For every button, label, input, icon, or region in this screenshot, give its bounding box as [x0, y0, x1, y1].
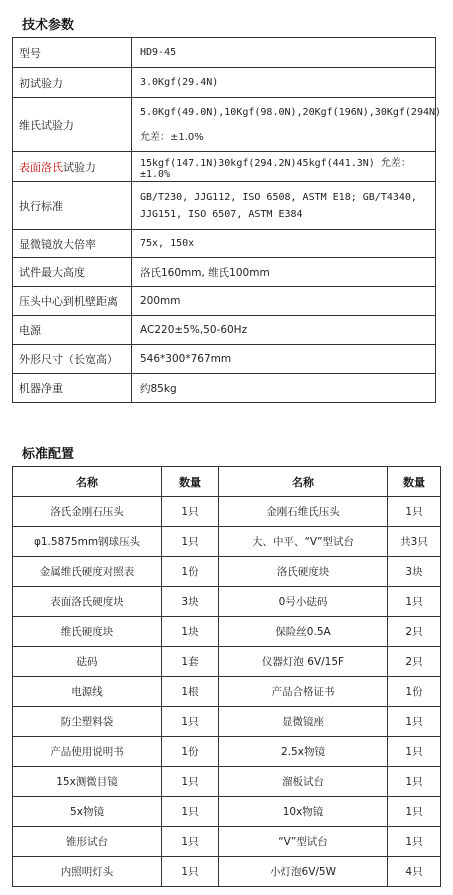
- config-item-name: 防尘塑料袋: [13, 707, 162, 737]
- config-item-qty: 1只: [162, 857, 219, 887]
- table-row: [13, 557, 441, 587]
- spec-row: [13, 345, 436, 374]
- config-item-qty: 1只: [388, 797, 441, 827]
- spec-row: [13, 182, 436, 230]
- spec-row: [13, 287, 436, 316]
- spec-key: 试件最大高度: [13, 258, 132, 287]
- config-item-qty: 1份: [162, 737, 219, 767]
- config-item-name: 金刚石维氏压头: [219, 497, 388, 527]
- spec-key: 型号: [13, 38, 132, 68]
- config-item-name: 溜板试台: [219, 767, 388, 797]
- config-item-name: 0号小砝码: [219, 587, 388, 617]
- spec-key-highlight: 表面洛氏: [19, 160, 63, 174]
- table-row: [13, 527, 441, 557]
- config-item-name: 显微镜座: [219, 707, 388, 737]
- config-item-name: 10x物镜: [219, 797, 388, 827]
- spec-value: 洛氏160mm, 维氏100mm: [132, 258, 436, 287]
- spec-key: 电源: [13, 316, 132, 345]
- config-header-qty: 数量: [162, 467, 219, 497]
- table-row: [13, 797, 441, 827]
- spec-value: [132, 182, 436, 230]
- spec-value: 约85kg: [132, 374, 436, 403]
- spec-value-line1: 5.0Kgf(49.0N),10Kgf(98.0N),20Kgf(196N),30Kgf(294N): [140, 106, 442, 118]
- table-row: [13, 677, 441, 707]
- config-item-qty: 4只: [388, 857, 441, 887]
- spec-value: 200mm: [132, 287, 436, 316]
- spec-value-line2: JJG151, ISO 6507, ASTM E384: [140, 208, 303, 220]
- spec-value: HD9-45: [132, 38, 436, 68]
- config-item-name: 洛氏硬度块: [219, 557, 388, 587]
- config-item-name: 维氏硬度块: [13, 617, 162, 647]
- spec-key: 显微镜放大倍率: [13, 230, 132, 258]
- config-item-qty: 1份: [162, 557, 219, 587]
- config-item-name: 洛氏金刚石压头: [13, 497, 162, 527]
- config-item-name: 产品合格证书: [219, 677, 388, 707]
- config-item-qty: 2只: [388, 617, 441, 647]
- config-header-name: 名称: [13, 467, 162, 497]
- config-item-qty: 共3只: [388, 527, 441, 557]
- config-item-name: 大、中平、“V”型试台: [219, 527, 388, 557]
- config-item-name: 锥形试台: [13, 827, 162, 857]
- spec-key: 维氏试验力: [13, 98, 132, 152]
- spec-table: [12, 37, 442, 403]
- spec-value: 546*300*767mm: [132, 345, 436, 374]
- config-item-name: 2.5x物镜: [219, 737, 388, 767]
- config-item-qty: 1根: [162, 677, 219, 707]
- spec-value: 3.0Kgf(29.4N): [132, 68, 436, 98]
- config-item-qty: 1只: [388, 497, 441, 527]
- table-row: [13, 737, 441, 767]
- config-table: [12, 466, 441, 887]
- config-item-name: 保险丝0.5A: [219, 617, 388, 647]
- spec-key: 初试验力: [13, 68, 132, 98]
- spec-value-line2: 允差：±1.0%: [140, 131, 204, 143]
- table-row: [13, 707, 441, 737]
- config-item-name: 小灯泡6V/5W: [219, 857, 388, 887]
- table-row: [13, 497, 441, 527]
- config-item-name: 电源线: [13, 677, 162, 707]
- config-item-qty: 1只: [162, 827, 219, 857]
- spec-key: 压头中心到机壁距离: [13, 287, 132, 316]
- table-row: [13, 647, 441, 677]
- config-item-qty: 1份: [388, 677, 441, 707]
- config-item-name: 15x测微目镜: [13, 767, 162, 797]
- spec-value: AC220±5%,50-60Hz: [132, 316, 436, 345]
- config-item-name: 产品使用说明书: [13, 737, 162, 767]
- table-row: [13, 857, 441, 887]
- config-header-name: 名称: [219, 467, 388, 497]
- config-item-name: 砝码: [13, 647, 162, 677]
- config-item-qty: 1块: [162, 617, 219, 647]
- config-item-qty: 2只: [388, 647, 441, 677]
- spec-row: [13, 38, 436, 68]
- spec-value-line1: GB/T230, JJG112, ISO 6508, ASTM E18; GB/T4340,: [140, 191, 417, 203]
- config-item-qty: 1只: [388, 767, 441, 797]
- spec-key-rest: 试验力: [63, 160, 96, 174]
- spec-key: 外形尺寸（长宽高）: [13, 345, 132, 374]
- spec-value: 15kgf(147.1N)30kgf(294.2N)45kgf(441.3N) 允差：±1.0%: [132, 152, 436, 182]
- config-section-title: 标准配置: [22, 447, 75, 462]
- config-item-name: “V”型试台: [219, 827, 388, 857]
- spec-value: [132, 98, 442, 152]
- table-row: [13, 827, 441, 857]
- table-row: [13, 767, 441, 797]
- table-row: [13, 617, 441, 647]
- config-item-name: 表面洛氏硬度块: [13, 587, 162, 617]
- spec-row: [13, 230, 436, 258]
- config-item-qty: 1只: [388, 737, 441, 767]
- spec-key: 执行标准: [13, 182, 132, 230]
- config-item-qty: 1套: [162, 647, 219, 677]
- table-row: [13, 587, 441, 617]
- config-item-qty: 1只: [162, 707, 219, 737]
- config-item-name: 内照明灯头: [13, 857, 162, 887]
- spec-row: [13, 98, 436, 152]
- config-item-qty: 3块: [162, 587, 219, 617]
- spec-section-title: 技术参数: [22, 18, 75, 33]
- spec-value: 75x, 150x: [132, 230, 436, 258]
- config-header-qty: 数量: [388, 467, 441, 497]
- config-item-qty: 3块: [388, 557, 441, 587]
- spec-key: [13, 152, 132, 182]
- spec-key: 机器净重: [13, 374, 132, 403]
- config-item-qty: 1只: [388, 587, 441, 617]
- config-item-name: 仪器灯泡 6V/15F: [219, 647, 388, 677]
- config-item-qty: 1只: [162, 527, 219, 557]
- config-item-qty: 1只: [388, 707, 441, 737]
- config-item-qty: 1只: [162, 497, 219, 527]
- config-item-name: φ1.5875mm钢球压头: [13, 527, 162, 557]
- spec-row: [13, 68, 436, 98]
- config-item-name: 5x物镜: [13, 797, 162, 827]
- spec-row: [13, 316, 436, 345]
- config-header-row: [13, 467, 441, 497]
- spec-row: [13, 152, 436, 182]
- config-item-qty: 1只: [162, 767, 219, 797]
- config-item-qty: 1只: [388, 827, 441, 857]
- config-item-qty: 1只: [162, 797, 219, 827]
- spec-row: [13, 258, 436, 287]
- config-item-name: 金属维氏硬度对照表: [13, 557, 162, 587]
- spec-row: [13, 374, 436, 403]
